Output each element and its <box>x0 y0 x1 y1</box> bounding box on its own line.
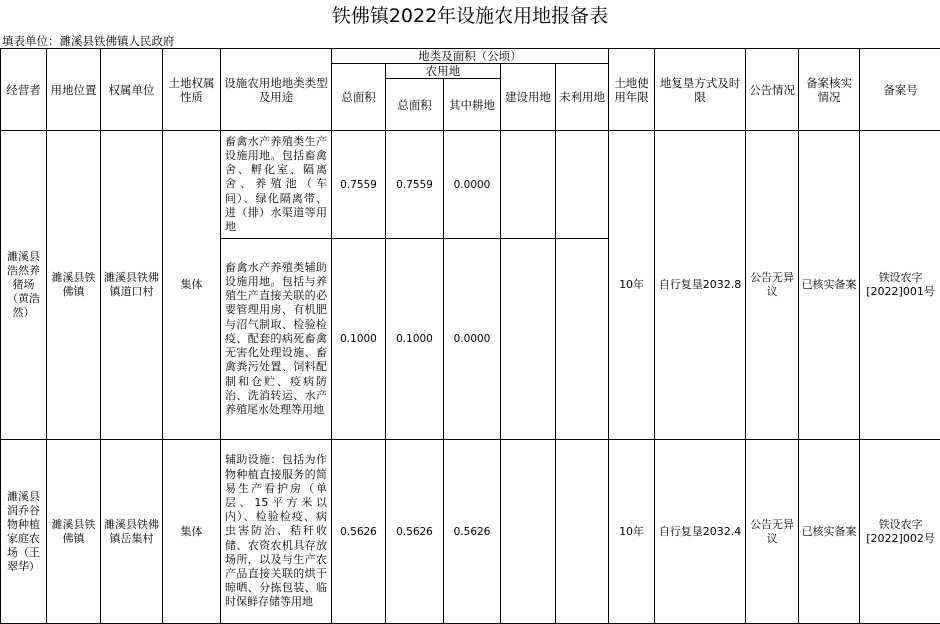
facility-type-cell: 辅助设施：包括为作物种植直接服务的简易生产看护房（单层、15平方米以内）、检验检疫、病虫害防治、秸秆收储、农资农机具存放场所，以及与生产农产品直接关联的烘干晾晒、分拣包装、临时保鲜存储等用地 <box>221 440 332 624</box>
reclamation-cell: 自行复垦2032.8 <box>655 131 746 440</box>
header-reclamation: 地复垦方式及时限 <box>655 49 746 131</box>
header-use-years: 土地使用年限 <box>609 49 655 131</box>
agri-total-cell: 0.1000 <box>386 239 444 440</box>
construction-cell <box>501 131 556 239</box>
header-land-ownership: 土地权属性质 <box>163 49 221 131</box>
header-total-area: 总面积 <box>332 64 386 131</box>
verification-cell: 已核实备案 <box>799 131 860 440</box>
operator-cell: 濉溪县浩然养猪场（黄浩然） <box>1 131 47 440</box>
arable-cell: 0.0000 <box>444 131 501 239</box>
table-row <box>1 440 940 624</box>
unused-cell <box>556 440 609 624</box>
owner-cell: 濉溪县铁佛镇岳集村 <box>101 440 163 624</box>
record-no-cell: 铁设农字[2022]002号 <box>860 440 940 624</box>
facility-type-cell: 畜禽水产养殖类生产设施用地。包括畜禽舍、孵化室、隔离舍、养殖池（车间）、绿化隔离带、进（排）水渠道等用地 <box>221 131 332 239</box>
construction-cell <box>501 239 556 440</box>
verification-cell: 已核实备案 <box>799 440 860 624</box>
unused-cell <box>556 131 609 239</box>
total-area-cell: 0.1000 <box>332 239 386 440</box>
header-verification: 备案核实情况 <box>799 49 860 131</box>
operator-cell: 濉溪县润乔谷物种植家庭农场（王翠华） <box>1 440 47 624</box>
header-record-no: 备案号 <box>860 49 940 131</box>
owner-cell: 濉溪县铁佛镇道口村 <box>101 131 163 440</box>
announcement-cell: 公告无异议 <box>746 131 799 440</box>
header-unused: 未利用地 <box>556 64 609 131</box>
use-years-cell: 10年 <box>609 440 655 624</box>
use-years-cell: 10年 <box>609 131 655 440</box>
header-agri-total: 总面积 <box>386 79 444 131</box>
header-location: 用地位置 <box>47 49 101 131</box>
table-row <box>1 131 940 239</box>
agri-total-cell: 0.7559 <box>386 131 444 239</box>
header-operator: 经营者 <box>1 49 47 131</box>
location-cell: 濉溪县铁佛镇 <box>47 131 101 440</box>
filling-unit: 填表单位：濉溪县铁佛镇人民政府 <box>2 34 175 48</box>
header-owner: 权属单位 <box>101 49 163 131</box>
header-agri-land: 农用地 <box>386 64 501 79</box>
location-cell: 濉溪县铁佛镇 <box>47 440 101 624</box>
unused-cell <box>556 239 609 440</box>
header-land-area-group: 地类及面积（公顷） <box>332 49 609 64</box>
page-title: 铁佛镇2022年设施农用地报备表 <box>0 0 940 32</box>
agri-total-cell: 0.5626 <box>386 440 444 624</box>
total-area-cell: 0.5626 <box>332 440 386 624</box>
facility-type-cell: 畜禽水产养殖类辅助设施用地。包括与养殖生产直接关联的必要管理用房、有机肥与沼气制取、检验检疫、配套的病死畜禽无害化处理设施、畜禽粪污处置、饲料配制和仓贮、疫病防治、洗消转运、水产养殖尾水处理等用地 <box>221 239 332 440</box>
header-announcement: 公告情况 <box>746 49 799 131</box>
arable-cell: 0.0000 <box>444 239 501 440</box>
header-construction: 建设用地 <box>501 64 556 131</box>
land-record-table <box>0 48 940 624</box>
arable-cell: 0.5626 <box>444 440 501 624</box>
land-ownership-cell: 集体 <box>163 440 221 624</box>
construction-cell <box>501 440 556 624</box>
land-ownership-cell: 集体 <box>163 131 221 440</box>
record-no-cell: 铁设农字[2022]001号 <box>860 131 940 440</box>
header-row-1 <box>1 49 940 64</box>
total-area-cell: 0.7559 <box>332 131 386 239</box>
announcement-cell: 公告无异议 <box>746 440 799 624</box>
reclamation-cell: 自行复垦2032.4 <box>655 440 746 624</box>
header-facility-type: 设施农用地地类类型及用途 <box>221 49 332 131</box>
header-arable: 其中耕地 <box>444 79 501 131</box>
